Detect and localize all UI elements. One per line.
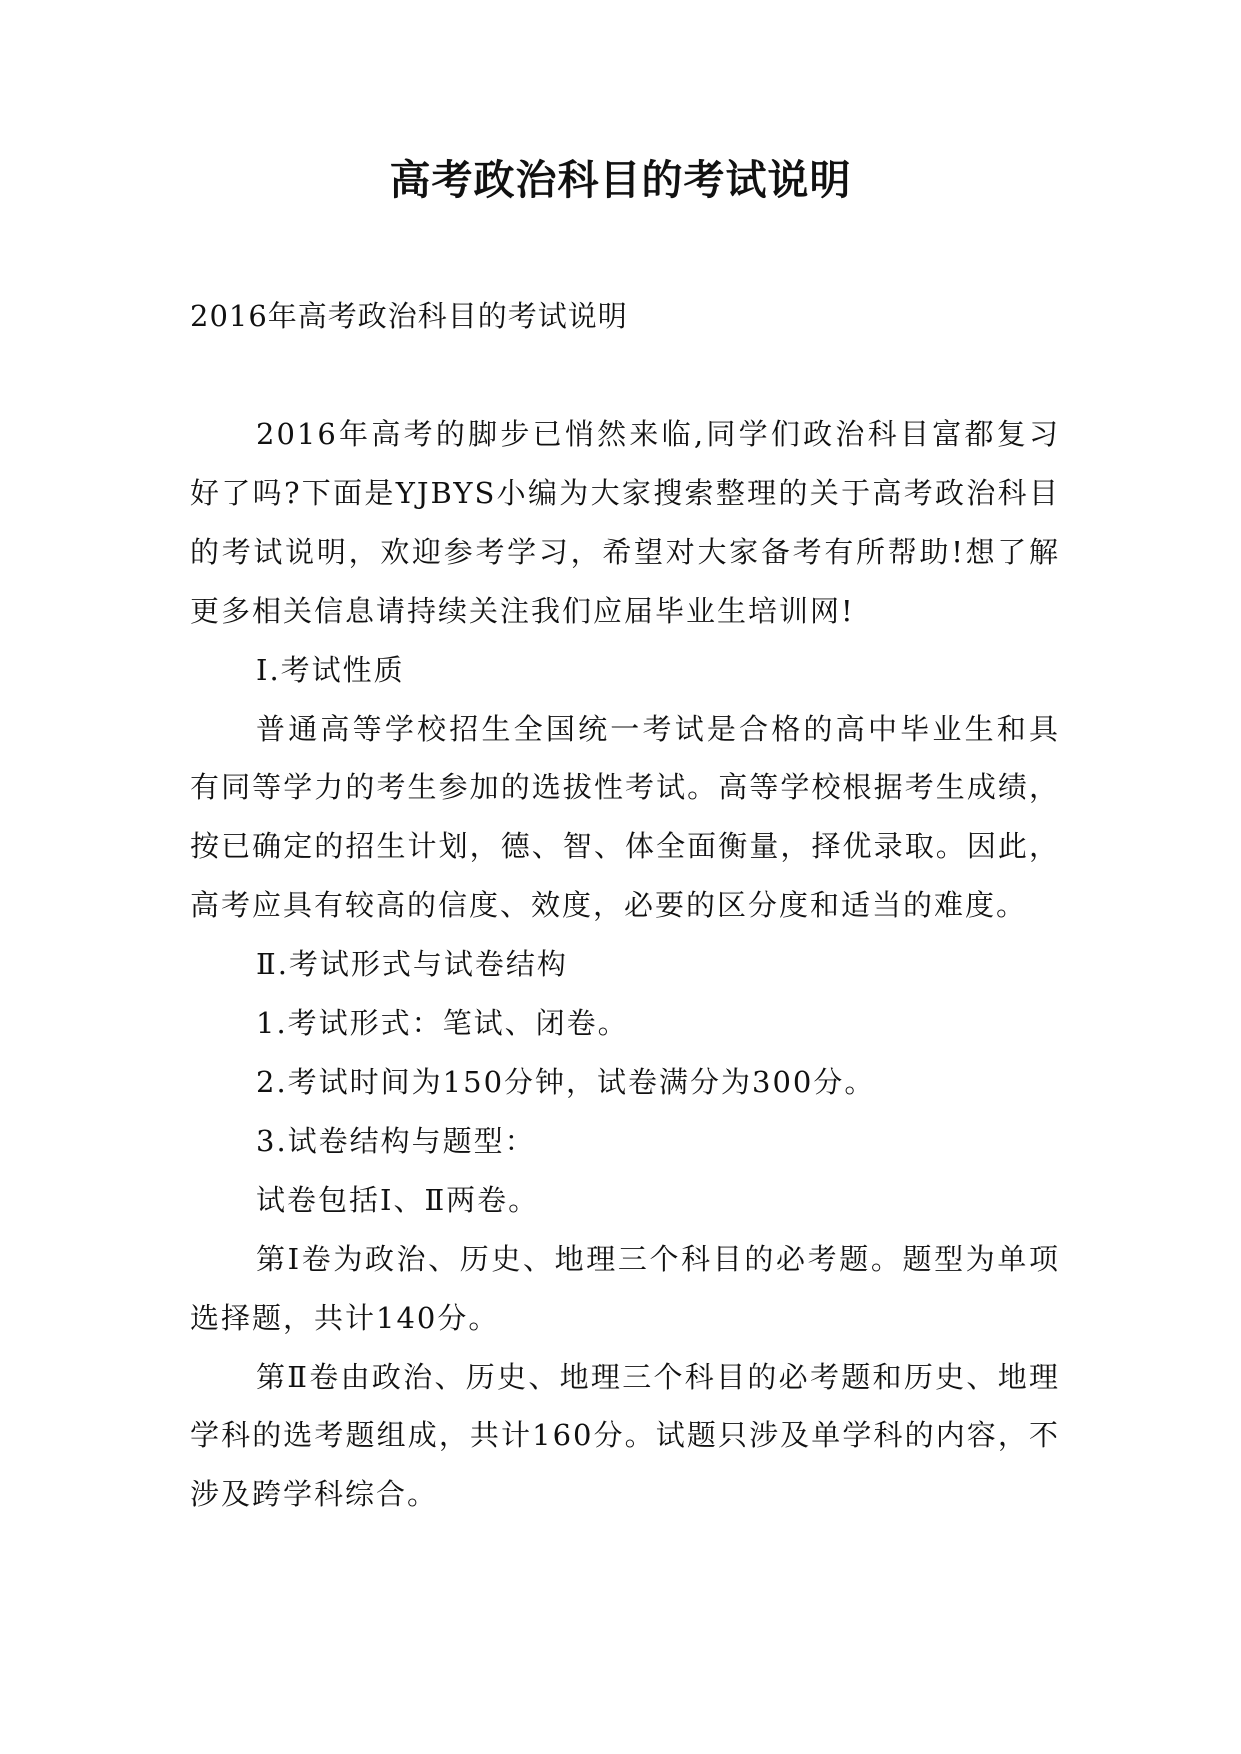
volume-one-paragraph: 第Ⅰ卷为政治、历史、地理三个科目的必考题。题型为单项选择题，共计140分。 [190, 1241, 1060, 1335]
list-item-exam-time: 2.考试时间为150分钟，试卷满分为300分。 [256, 1064, 876, 1099]
document-title: 高考政治科目的考试说明 [389, 156, 852, 204]
document-body [190, 405, 1060, 1524]
list-item-exam-form: 1.考试形式：笔试、闭卷。 [256, 1006, 629, 1041]
exam-nature-paragraph: 普通高等学校招生全国统一考试是合格的高中毕业生和具有同等学力的考生参加的选拔性考试。高等学校根据考生成绩，按已确定的招生计划，德、智、体全面衡量，择优录取。因此，高考应具有较高的信度、效度，必要的区分度和适当的难度。 [190, 711, 1060, 923]
intro-paragraph: 2016年高考的脚步已悄然来临,同学们政治科目富都复习好了吗?下面是YJBYS小编为大家搜索整理的关于高考政治科目的考试说明，欢迎参考学习，希望对大家备考有所帮助!想了解更多相关信息请持续关注我们应届毕业生培训网! [190, 417, 1060, 628]
list-item-paper-structure: 3.试卷结构与题型： [256, 1123, 536, 1158]
document-subtitle: 2016年高考政治科目的考试说明 [190, 299, 628, 333]
paper-volumes-paragraph: 试卷包括Ⅰ、Ⅱ两卷。 [256, 1182, 540, 1217]
section-heading-exam-format: Ⅱ.考试形式与试卷结构 [256, 947, 568, 982]
volume-two-paragraph: 第Ⅱ卷由政治、历史、地理三个科目的必考题和历史、地理学科的选考题组成，共计160分。试题只涉及单学科的内容，不涉及跨学科综合。 [190, 1359, 1060, 1512]
section-heading-exam-nature: Ⅰ.考试性质 [256, 652, 405, 687]
